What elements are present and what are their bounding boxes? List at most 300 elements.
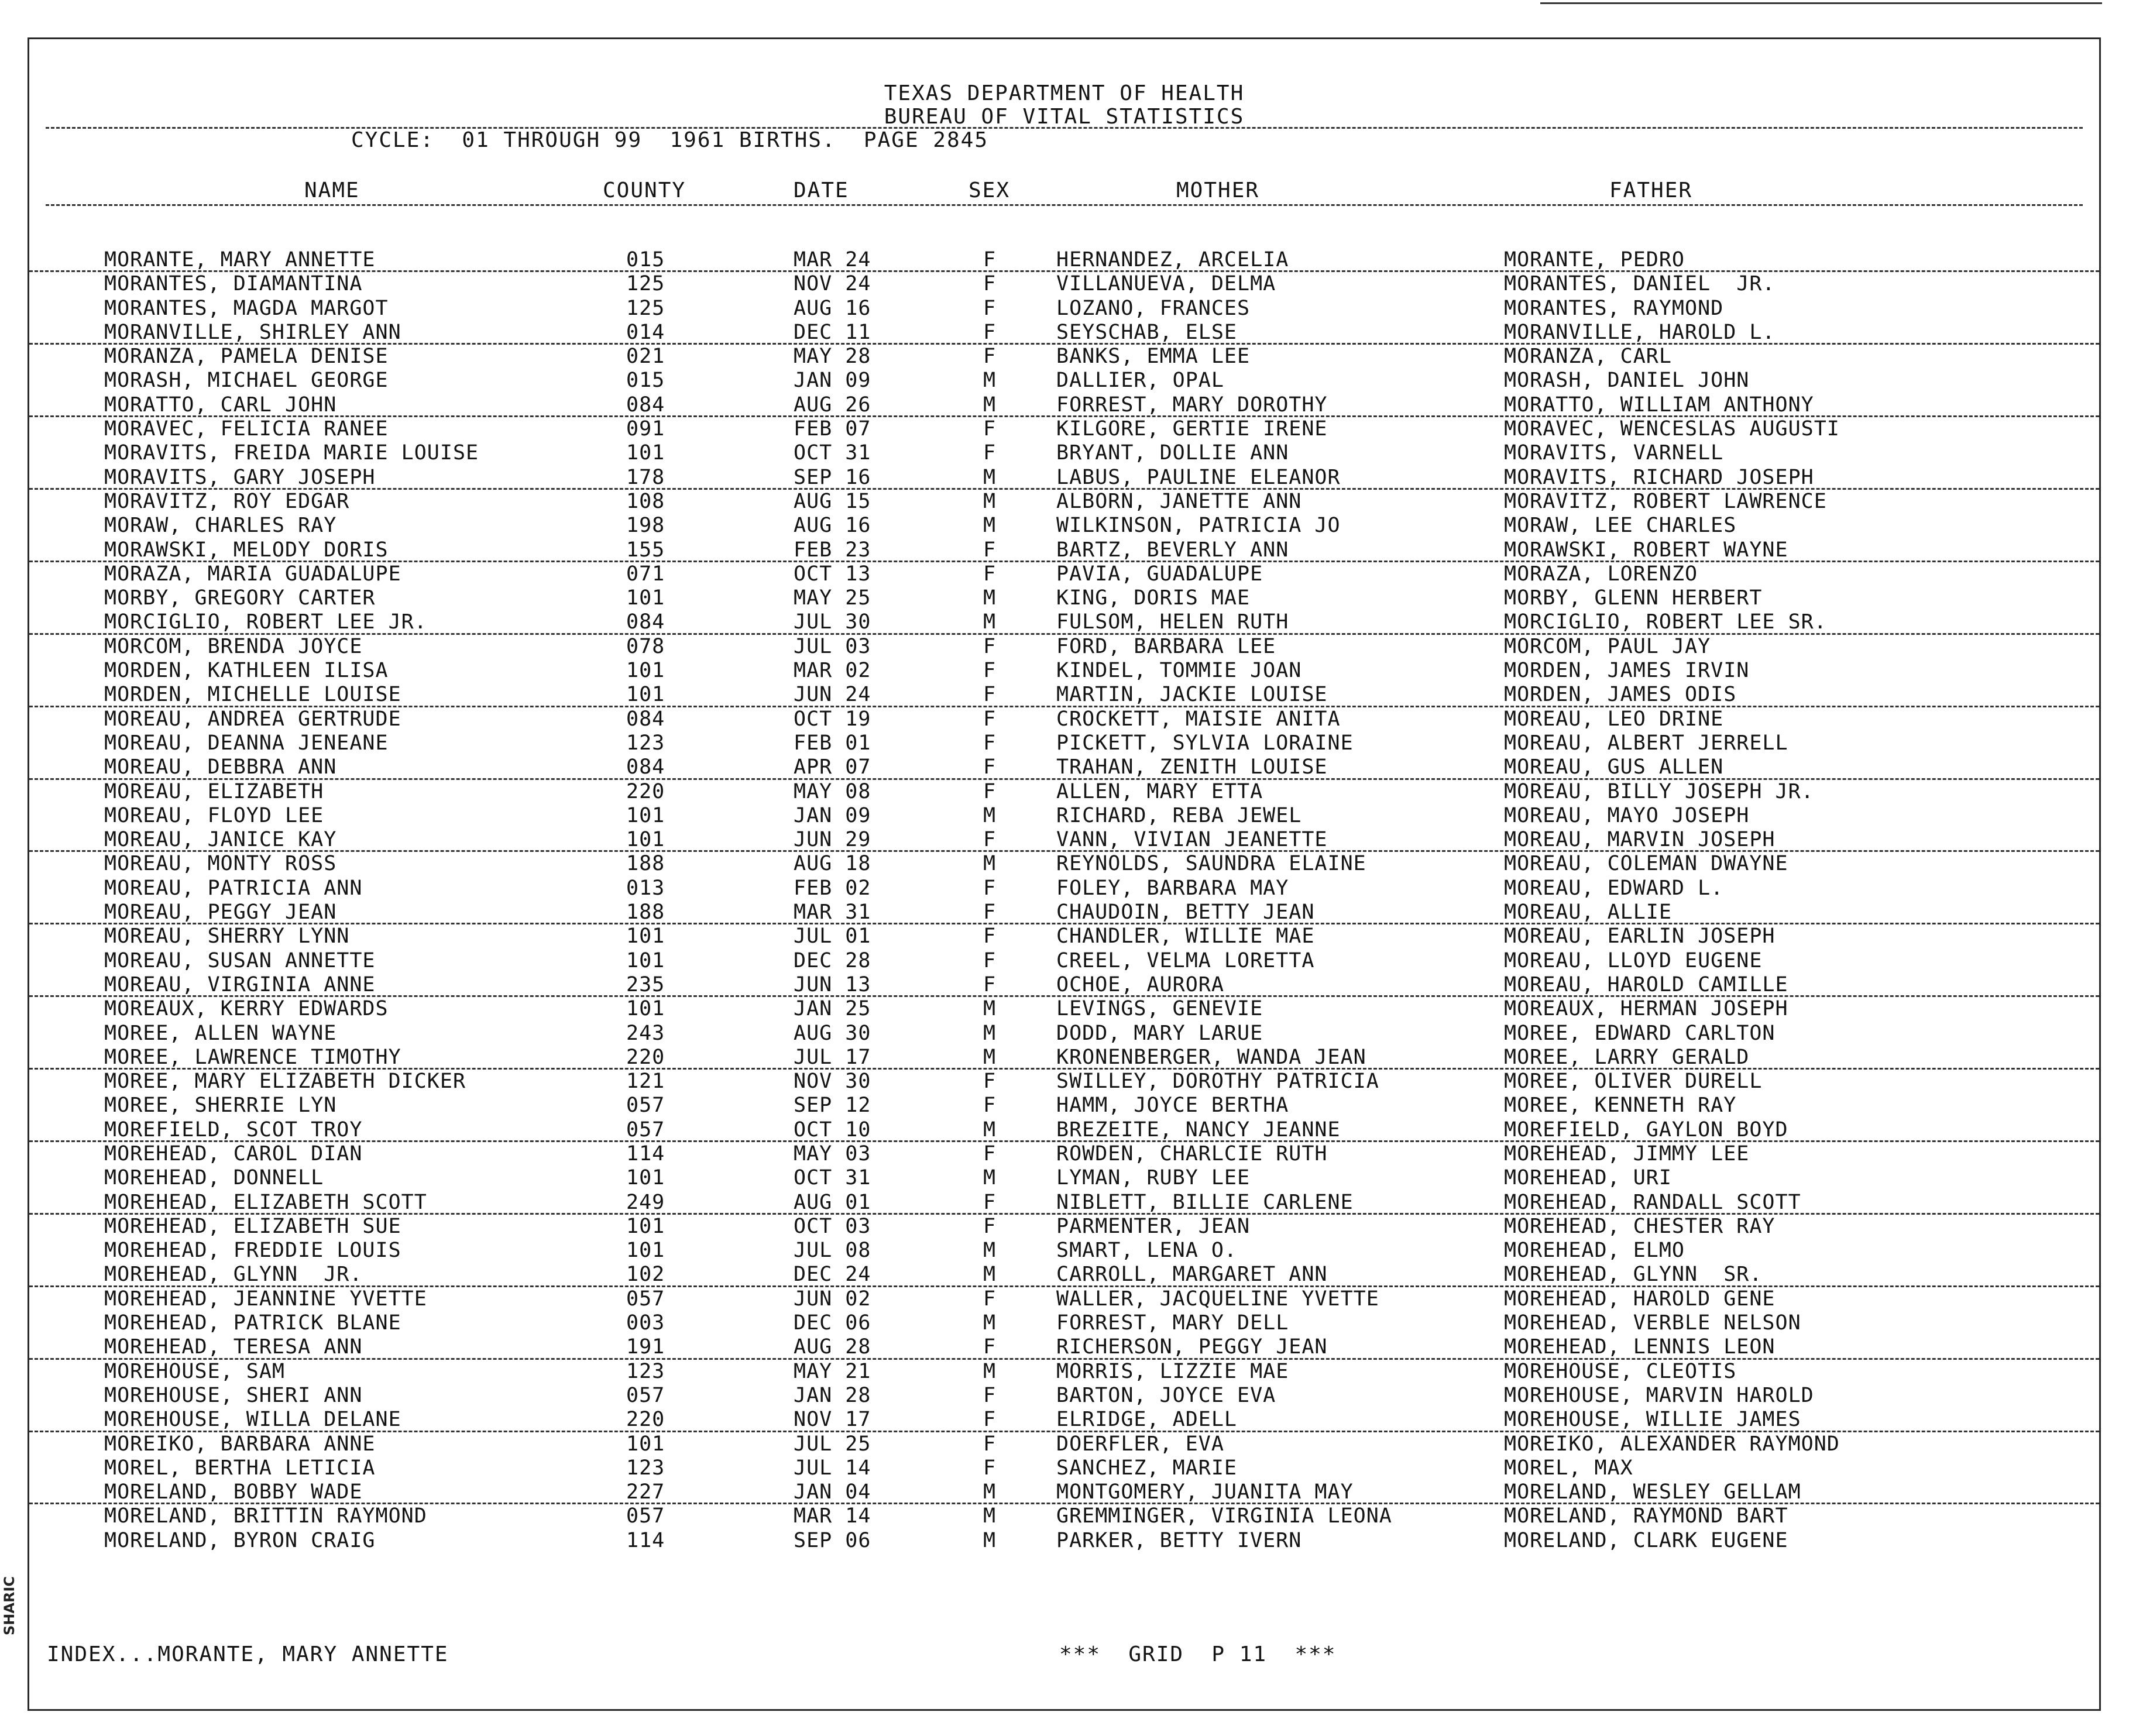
cell-sex: F bbox=[983, 320, 997, 344]
cell-name: MOREFIELD, SCOT TROY bbox=[104, 1118, 363, 1142]
cell-county: 220 bbox=[626, 779, 665, 803]
cell-date: JUN 02 bbox=[794, 1287, 871, 1311]
table-row bbox=[29, 466, 2099, 490]
cell-sex: F bbox=[983, 1432, 997, 1456]
cell-mother: LYMAN, RUBY LEE bbox=[1056, 1166, 1251, 1190]
cell-father: MORAVITS, VARNELL bbox=[1504, 441, 1724, 465]
cell-date: SEP 16 bbox=[794, 465, 871, 489]
cell-sex: F bbox=[983, 779, 997, 803]
cell-name: MOREHEAD, ELIZABETH SUE bbox=[104, 1214, 401, 1238]
cell-date: APR 07 bbox=[794, 755, 871, 779]
cell-sex: F bbox=[983, 417, 997, 441]
cell-mother: FOLEY, BARBARA MAY bbox=[1056, 876, 1289, 900]
bureau-title: BUREAU OF VITAL STATISTICS bbox=[884, 105, 1245, 129]
cell-father: MORANZA, CARL bbox=[1504, 345, 1672, 369]
cell-name: MORANVILLE, SHIRLEY ANN bbox=[104, 320, 401, 344]
cell-mother: REYNOLDS, SAUNDRA ELAINE bbox=[1056, 852, 1366, 876]
table-row bbox=[29, 731, 2099, 755]
cell-name: MORCOM, BRENDA JOYCE bbox=[104, 634, 363, 658]
table-row bbox=[29, 1191, 2099, 1215]
cell-date: DEC 11 bbox=[794, 320, 871, 344]
table-row bbox=[29, 1215, 2099, 1239]
cell-county: 220 bbox=[626, 1408, 665, 1432]
cell-date: MAY 21 bbox=[794, 1359, 871, 1383]
cell-mother: BREZEITE, NANCY JEANNE bbox=[1056, 1118, 1341, 1142]
cell-father: MOREE, KENNETH RAY bbox=[1504, 1094, 1737, 1118]
cell-date: NOV 17 bbox=[794, 1408, 871, 1432]
cell-mother: FORD, BARBARA LEE bbox=[1056, 634, 1276, 658]
table-row bbox=[29, 1335, 2099, 1359]
cell-sex: F bbox=[983, 1456, 997, 1480]
table-row bbox=[29, 1166, 2099, 1190]
cell-sex: F bbox=[983, 1287, 997, 1311]
cell-date: JUL 03 bbox=[794, 634, 871, 658]
cell-county: 084 bbox=[626, 755, 665, 779]
cell-county: 078 bbox=[626, 634, 665, 658]
cell-county: 235 bbox=[626, 972, 665, 996]
cell-date: DEC 28 bbox=[794, 948, 871, 972]
cell-name: MOREAU, FLOYD LEE bbox=[104, 803, 324, 827]
cell-county: 108 bbox=[626, 489, 665, 513]
cell-date: MAY 03 bbox=[794, 1142, 871, 1166]
cell-sex: M bbox=[983, 1359, 997, 1383]
cell-county: 101 bbox=[626, 1166, 665, 1190]
cell-sex: F bbox=[983, 634, 997, 658]
cell-date: AUG 01 bbox=[794, 1190, 871, 1214]
cell-father: MORELAND, CLARK EUGENE bbox=[1504, 1528, 1788, 1552]
table-row bbox=[29, 272, 2099, 296]
table-row bbox=[29, 997, 2099, 1021]
table-row bbox=[29, 1529, 2099, 1553]
cell-father: MOREHEAD, GLYNN SR. bbox=[1504, 1263, 1763, 1287]
cell-sex: M bbox=[983, 1480, 997, 1504]
cell-date: FEB 07 bbox=[794, 417, 871, 441]
cell-sex: F bbox=[983, 441, 997, 465]
cell-name: MORANTES, DIAMANTINA bbox=[104, 272, 363, 296]
cell-date: JAN 09 bbox=[794, 369, 871, 393]
cell-mother: BRYANT, DOLLIE ANN bbox=[1056, 441, 1289, 465]
cell-mother: SWILLEY, DOROTHY PATRICIA bbox=[1056, 1070, 1379, 1094]
cell-mother: GREMMINGER, VIRGINIA LEONA bbox=[1056, 1504, 1392, 1528]
cell-date: SEP 06 bbox=[794, 1528, 871, 1552]
cell-name: MORCIGLIO, ROBERT LEE JR. bbox=[104, 610, 427, 634]
cell-sex: F bbox=[983, 1335, 997, 1359]
cell-name: MORELAND, BYRON CRAIG bbox=[104, 1528, 376, 1552]
cell-date: FEB 02 bbox=[794, 876, 871, 900]
cell-name: MORELAND, BOBBY WADE bbox=[104, 1480, 363, 1504]
cell-sex: F bbox=[983, 272, 997, 296]
cell-county: 125 bbox=[626, 296, 665, 320]
table-row bbox=[29, 780, 2099, 804]
cell-name: MOREAU, DEANNA JENEANE bbox=[104, 731, 389, 755]
cell-county: 015 bbox=[626, 369, 665, 393]
cell-name: MOREHEAD, GLYNN JR. bbox=[104, 1263, 363, 1287]
cell-date: JUN 24 bbox=[794, 683, 871, 707]
cell-father: MORAVEC, WENCESLAS AUGUSTI bbox=[1504, 417, 1840, 441]
cell-father: MOREE, LARRY GERALD bbox=[1504, 1045, 1750, 1069]
cell-sex: F bbox=[983, 296, 997, 320]
cell-sex: M bbox=[983, 1528, 997, 1552]
cell-mother: KRONENBERGER, WANDA JEAN bbox=[1056, 1045, 1366, 1069]
cell-county: 057 bbox=[626, 1118, 665, 1142]
cell-date: SEP 12 bbox=[794, 1094, 871, 1118]
cell-mother: MARTIN, JACKIE LOUISE bbox=[1056, 683, 1328, 707]
cell-name: MORELAND, BRITTIN RAYMOND bbox=[104, 1504, 427, 1528]
cell-mother: ALLEN, MARY ETTA bbox=[1056, 779, 1263, 803]
table-row bbox=[29, 297, 2099, 321]
cell-mother: LEVINGS, GENEVIE bbox=[1056, 997, 1263, 1021]
cell-mother: ALBORN, JANETTE ANN bbox=[1056, 489, 1302, 513]
cell-date: OCT 13 bbox=[794, 562, 871, 586]
cell-sex: M bbox=[983, 1239, 997, 1263]
table-row bbox=[29, 900, 2099, 924]
cell-father: MORANTE, PEDRO bbox=[1504, 248, 1685, 271]
table-row bbox=[29, 1070, 2099, 1094]
cell-name: MORATTO, CARL JOHN bbox=[104, 393, 337, 417]
cell-date: MAR 31 bbox=[794, 900, 871, 924]
cell-sex: F bbox=[983, 1070, 997, 1094]
cell-sex: F bbox=[983, 683, 997, 707]
table-row bbox=[29, 876, 2099, 900]
cell-date: AUG 30 bbox=[794, 1021, 871, 1045]
cell-mother: LOZANO, FRANCES bbox=[1056, 296, 1251, 320]
cell-mother: DOERFLER, EVA bbox=[1056, 1432, 1224, 1456]
cell-mother: CARROLL, MARGARET ANN bbox=[1056, 1263, 1328, 1287]
table-row bbox=[29, 949, 2099, 973]
cell-date: JAN 09 bbox=[794, 803, 871, 827]
cell-mother: MORRIS, LIZZIE MAE bbox=[1056, 1359, 1289, 1383]
cell-father: MOREAU, ALBERT JERRELL bbox=[1504, 731, 1788, 755]
cell-mother: MONTGOMERY, JUANITA MAY bbox=[1056, 1480, 1354, 1504]
cell-name: MOREHOUSE, SHERI ANN bbox=[104, 1383, 363, 1407]
table-row bbox=[29, 804, 2099, 828]
cell-father: MOREHEAD, RANDALL SCOTT bbox=[1504, 1190, 1801, 1214]
cell-county: 121 bbox=[626, 1070, 665, 1094]
table-row bbox=[29, 345, 2099, 369]
cell-sex: F bbox=[983, 707, 997, 731]
cell-name: MOREAU, SHERRY LYNN bbox=[104, 924, 350, 948]
cell-county: 057 bbox=[626, 1504, 665, 1528]
cell-mother: VILLANUEVA, DELMA bbox=[1056, 272, 1276, 296]
cell-county: 101 bbox=[626, 1239, 665, 1263]
side-label: SHARIC bbox=[1, 1576, 18, 1635]
cell-county: 057 bbox=[626, 1094, 665, 1118]
table-row bbox=[29, 538, 2099, 562]
cell-sex: F bbox=[983, 562, 997, 586]
cell-date: OCT 10 bbox=[794, 1118, 871, 1142]
cell-date: NOV 30 bbox=[794, 1070, 871, 1094]
table-row bbox=[29, 586, 2099, 610]
cell-county: 101 bbox=[626, 828, 665, 852]
table-row bbox=[29, 683, 2099, 707]
cell-father: MOREL, MAX bbox=[1504, 1456, 1633, 1480]
cell-county: 188 bbox=[626, 900, 665, 924]
cell-name: MORANZA, PAMELA DENISE bbox=[104, 345, 389, 369]
column-header-mother: MOTHER bbox=[1176, 178, 1260, 202]
cell-date: OCT 31 bbox=[794, 441, 871, 465]
cell-county: 123 bbox=[626, 731, 665, 755]
cell-date: AUG 28 bbox=[794, 1335, 871, 1359]
cell-name: MOREHEAD, TERESA ANN bbox=[104, 1335, 363, 1359]
cell-date: OCT 03 bbox=[794, 1214, 871, 1238]
table-row bbox=[29, 1118, 2099, 1142]
cell-mother: BARTON, JOYCE EVA bbox=[1056, 1383, 1276, 1407]
cell-father: MOREAU, MAYO JOSEPH bbox=[1504, 803, 1750, 827]
cell-county: 125 bbox=[626, 272, 665, 296]
cell-name: MORANTES, MAGDA MARGOT bbox=[104, 296, 389, 320]
cell-date: AUG 16 bbox=[794, 514, 871, 538]
cell-name: MOREAU, JANICE KAY bbox=[104, 828, 337, 852]
cell-county: 178 bbox=[626, 465, 665, 489]
cell-father: MOREAUX, HERMAN JOSEPH bbox=[1504, 997, 1788, 1021]
cell-father: MOREHEAD, CHESTER RAY bbox=[1504, 1214, 1776, 1238]
cell-mother: ROWDEN, CHARLCIE RUTH bbox=[1056, 1142, 1328, 1166]
cell-sex: F bbox=[983, 248, 997, 271]
cell-date: MAR 24 bbox=[794, 248, 871, 271]
cell-county: 057 bbox=[626, 1383, 665, 1407]
cell-name: MOREHEAD, CAROL DIAN bbox=[104, 1142, 363, 1166]
cell-father: MORASH, DANIEL JOHN bbox=[1504, 369, 1750, 393]
cell-name: MOREAU, DEBBRA ANN bbox=[104, 755, 337, 779]
table-row bbox=[29, 1480, 2099, 1504]
cell-mother: OCHOE, AURORA bbox=[1056, 972, 1224, 996]
cell-county: 123 bbox=[626, 1456, 665, 1480]
cell-date: AUG 18 bbox=[794, 852, 871, 876]
cell-sex: M bbox=[983, 1311, 997, 1335]
cell-father: MOREAU, ALLIE bbox=[1504, 900, 1672, 924]
cell-name: MOREAU, PEGGY JEAN bbox=[104, 900, 337, 924]
table-row bbox=[29, 1239, 2099, 1263]
cell-father: MOREHOUSE, CLEOTIS bbox=[1504, 1359, 1737, 1383]
cell-mother: HERNANDEZ, ARCELIA bbox=[1056, 248, 1289, 271]
cell-father: MOREE, OLIVER DURELL bbox=[1504, 1070, 1763, 1094]
cell-father: MOREHEAD, URI bbox=[1504, 1166, 1672, 1190]
cell-mother: SMART, LENA O. bbox=[1056, 1239, 1238, 1263]
table-row bbox=[29, 1094, 2099, 1118]
cell-name: MOREAU, MONTY ROSS bbox=[104, 852, 337, 876]
cell-name: MOREHEAD, JEANNINE YVETTE bbox=[104, 1287, 427, 1311]
table-row bbox=[29, 1432, 2099, 1456]
cell-name: MOREAU, PATRICIA ANN bbox=[104, 876, 363, 900]
table-row bbox=[29, 490, 2099, 514]
cell-date: MAR 14 bbox=[794, 1504, 871, 1528]
table-row bbox=[29, 1360, 2099, 1384]
cell-date: FEB 01 bbox=[794, 731, 871, 755]
table-row bbox=[29, 635, 2099, 659]
cell-name: MORAVITZ, ROY EDGAR bbox=[104, 489, 350, 513]
cell-father: MORCOM, PAUL JAY bbox=[1504, 634, 1711, 658]
cell-sex: M bbox=[983, 610, 997, 634]
cell-date: MAY 08 bbox=[794, 779, 871, 803]
cell-name: MORAVITS, FREIDA MARIE LOUISE bbox=[104, 441, 479, 465]
cell-date: JUL 17 bbox=[794, 1045, 871, 1069]
cell-county: 101 bbox=[626, 659, 665, 683]
cell-sex: F bbox=[983, 972, 997, 996]
cell-name: MOREAUX, KERRY EDWARDS bbox=[104, 997, 389, 1021]
table-row bbox=[29, 1456, 2099, 1480]
cell-date: JUN 29 bbox=[794, 828, 871, 852]
table-row bbox=[29, 562, 2099, 586]
cell-name: MORAZA, MARIA GUADALUPE bbox=[104, 562, 401, 586]
cell-name: MORBY, GREGORY CARTER bbox=[104, 586, 376, 610]
cell-mother: VANN, VIVIAN JEANETTE bbox=[1056, 828, 1328, 852]
cell-county: 091 bbox=[626, 417, 665, 441]
cell-mother: KILGORE, GERTIE IRENE bbox=[1056, 417, 1328, 441]
cell-date: JUL 25 bbox=[794, 1432, 871, 1456]
cell-name: MORAVEC, FELICIA RANEE bbox=[104, 417, 389, 441]
cell-father: MORATTO, WILLIAM ANTHONY bbox=[1504, 393, 1814, 417]
cell-mother: FORREST, MARY DOROTHY bbox=[1056, 393, 1328, 417]
cell-date: JUL 08 bbox=[794, 1239, 871, 1263]
table-row bbox=[29, 1142, 2099, 1166]
table-row bbox=[29, 852, 2099, 876]
cell-county: 249 bbox=[626, 1190, 665, 1214]
cell-sex: F bbox=[983, 538, 997, 562]
table-row bbox=[29, 417, 2099, 441]
cell-date: AUG 15 bbox=[794, 489, 871, 513]
cell-county: 188 bbox=[626, 852, 665, 876]
table-row bbox=[29, 1046, 2099, 1070]
cell-county: 227 bbox=[626, 1480, 665, 1504]
cell-sex: F bbox=[983, 1408, 997, 1432]
cell-county: 013 bbox=[626, 876, 665, 900]
cell-mother: KING, DORIS MAE bbox=[1056, 586, 1251, 610]
cell-father: MORAWSKI, ROBERT WAYNE bbox=[1504, 538, 1788, 562]
cell-county: 101 bbox=[626, 997, 665, 1021]
cell-county: 084 bbox=[626, 610, 665, 634]
cell-date: FEB 23 bbox=[794, 538, 871, 562]
cell-mother: DODD, MARY LARUE bbox=[1056, 1021, 1263, 1045]
cell-name: MOREHOUSE, SAM bbox=[104, 1359, 286, 1383]
top-edge-line bbox=[1540, 2, 2102, 4]
cell-name: MOREAU, ELIZABETH bbox=[104, 779, 324, 803]
table-row bbox=[29, 1504, 2099, 1528]
cell-county: 101 bbox=[626, 924, 665, 948]
grid-footer: *** GRID P 11 *** bbox=[1059, 1642, 1337, 1666]
cell-mother: NIBLETT, BILLIE CARLENE bbox=[1056, 1190, 1354, 1214]
cell-county: 071 bbox=[626, 562, 665, 586]
table-row bbox=[29, 1287, 2099, 1311]
cell-sex: F bbox=[983, 345, 997, 369]
cell-father: MOREHEAD, HAROLD GENE bbox=[1504, 1287, 1776, 1311]
cell-sex: M bbox=[983, 803, 997, 827]
cell-county: 014 bbox=[626, 320, 665, 344]
cell-sex: F bbox=[983, 1383, 997, 1407]
cell-county: 220 bbox=[626, 1045, 665, 1069]
cell-name: MORDEN, KATHLEEN ILISA bbox=[104, 659, 389, 683]
table-row bbox=[29, 1384, 2099, 1408]
cell-county: 198 bbox=[626, 514, 665, 538]
cell-date: JAN 28 bbox=[794, 1383, 871, 1407]
cell-name: MOREAU, VIRGINIA ANNE bbox=[104, 972, 376, 996]
cell-date: AUG 26 bbox=[794, 393, 871, 417]
cell-mother: PAVIA, GUADALUPE bbox=[1056, 562, 1263, 586]
cell-name: MOREL, BERTHA LETICIA bbox=[104, 1456, 376, 1480]
cell-father: MOREHEAD, VERBLE NELSON bbox=[1504, 1311, 1801, 1335]
table-row bbox=[29, 514, 2099, 538]
cell-sex: F bbox=[983, 900, 997, 924]
cell-date: MAR 02 bbox=[794, 659, 871, 683]
cell-name: MOREIKO, BARBARA ANNE bbox=[104, 1432, 376, 1456]
column-header-divider bbox=[46, 204, 2083, 206]
cell-name: MOREE, SHERRIE LYN bbox=[104, 1094, 337, 1118]
table-row bbox=[29, 973, 2099, 997]
cell-father: MOREE, EDWARD CARLTON bbox=[1504, 1021, 1776, 1045]
records-table bbox=[29, 248, 2099, 1553]
cell-father: MOREAU, COLEMAN DWAYNE bbox=[1504, 852, 1788, 876]
cell-mother: RICHARD, REBA JEWEL bbox=[1056, 803, 1302, 827]
cell-father: MORELAND, RAYMOND BART bbox=[1504, 1504, 1788, 1528]
table-row bbox=[29, 755, 2099, 779]
cell-sex: M bbox=[983, 1045, 997, 1069]
cell-father: MORELAND, WESLEY GELLAM bbox=[1504, 1480, 1801, 1504]
cell-name: MOREE, ALLEN WAYNE bbox=[104, 1021, 337, 1045]
cell-mother: WILKINSON, PATRICIA JO bbox=[1056, 514, 1341, 538]
cell-name: MOREAU, SUSAN ANNETTE bbox=[104, 948, 376, 972]
table-row bbox=[29, 828, 2099, 852]
cell-county: 101 bbox=[626, 1214, 665, 1238]
table-row bbox=[29, 924, 2099, 948]
cell-county: 155 bbox=[626, 538, 665, 562]
table-row bbox=[29, 707, 2099, 731]
cell-sex: F bbox=[983, 948, 997, 972]
cell-county: 101 bbox=[626, 683, 665, 707]
cell-county: 021 bbox=[626, 345, 665, 369]
table-row bbox=[29, 1022, 2099, 1046]
cell-father: MOREHEAD, LENNIS LEON bbox=[1504, 1335, 1776, 1359]
cell-date: MAY 28 bbox=[794, 345, 871, 369]
cell-father: MORANTES, DANIEL JR. bbox=[1504, 272, 1776, 296]
cell-name: MOREE, LAWRENCE TIMOTHY bbox=[104, 1045, 401, 1069]
cell-mother: BARTZ, BEVERLY ANN bbox=[1056, 538, 1289, 562]
cell-sex: F bbox=[983, 1190, 997, 1214]
cell-father: MORAVITS, RICHARD JOSEPH bbox=[1504, 465, 1814, 489]
cell-name: MOREE, MARY ELIZABETH DICKER bbox=[104, 1070, 466, 1094]
cell-mother: PICKETT, SYLVIA LORAINE bbox=[1056, 731, 1354, 755]
cell-name: MOREAU, ANDREA GERTRUDE bbox=[104, 707, 401, 731]
cell-sex: F bbox=[983, 924, 997, 948]
cell-sex: M bbox=[983, 1263, 997, 1287]
cell-mother: FULSOM, HELEN RUTH bbox=[1056, 610, 1289, 634]
cell-mother: CROCKETT, MAISIE ANITA bbox=[1056, 707, 1341, 731]
cell-sex: F bbox=[983, 828, 997, 852]
cell-name: MORAVITS, GARY JOSEPH bbox=[104, 465, 376, 489]
cell-county: 101 bbox=[626, 803, 665, 827]
cell-sex: F bbox=[983, 659, 997, 683]
cell-sex: M bbox=[983, 465, 997, 489]
cell-name: MOREHEAD, ELIZABETH SCOTT bbox=[104, 1190, 427, 1214]
table-row bbox=[29, 321, 2099, 345]
cell-name: MORASH, MICHAEL GEORGE bbox=[104, 369, 389, 393]
cell-father: MOREAU, LLOYD EUGENE bbox=[1504, 948, 1763, 972]
cell-sex: M bbox=[983, 514, 997, 538]
table-row bbox=[29, 369, 2099, 393]
cell-father: MOREAU, MARVIN JOSEPH bbox=[1504, 828, 1776, 852]
cell-name: MOREHEAD, PATRICK BLANE bbox=[104, 1311, 401, 1335]
table-row bbox=[29, 393, 2099, 417]
cell-mother: BANKS, EMMA LEE bbox=[1056, 345, 1251, 369]
cell-mother: HAMM, JOYCE BERTHA bbox=[1056, 1094, 1289, 1118]
cell-sex: F bbox=[983, 731, 997, 755]
cell-mother: DALLIER, OPAL bbox=[1056, 369, 1224, 393]
cell-date: NOV 24 bbox=[794, 272, 871, 296]
cell-county: 003 bbox=[626, 1311, 665, 1335]
cell-mother: FORREST, MARY DELL bbox=[1056, 1311, 1289, 1335]
cell-sex: M bbox=[983, 1021, 997, 1045]
cell-date: DEC 06 bbox=[794, 1311, 871, 1335]
cell-father: MOREHEAD, ELMO bbox=[1504, 1239, 1685, 1263]
cell-sex: F bbox=[983, 1142, 997, 1166]
